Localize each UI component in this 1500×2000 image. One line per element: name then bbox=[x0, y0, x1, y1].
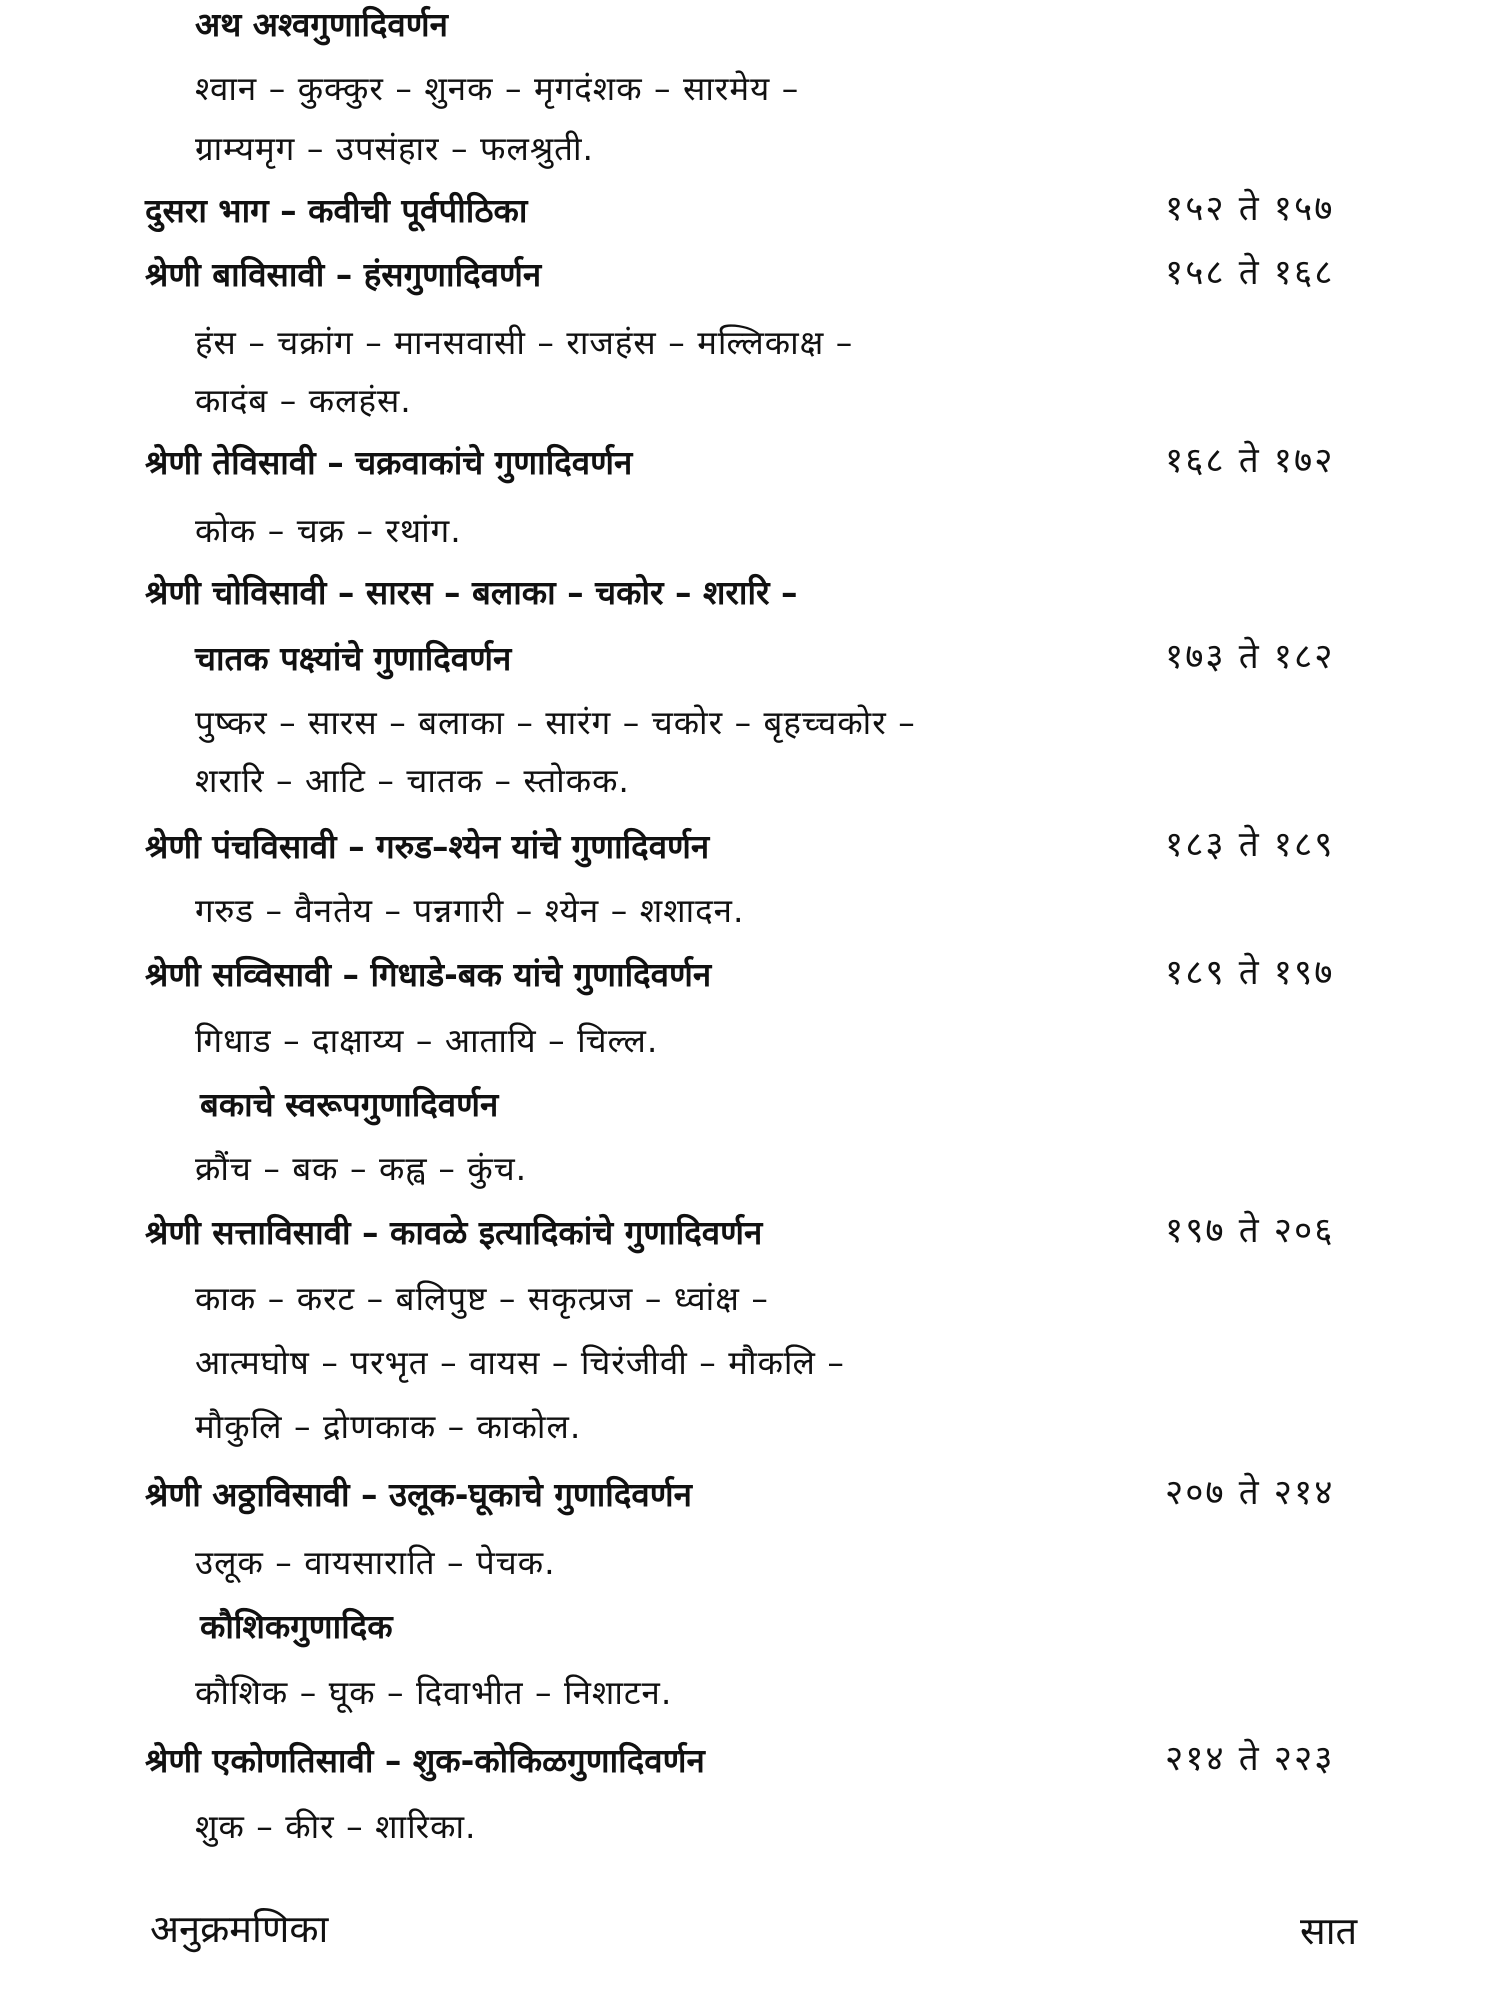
body-line: शरारि – आटि – चातक – स्तोकक. bbox=[195, 761, 630, 800]
section-subheading: बकाचे स्वरूपगुणादिवर्णन bbox=[200, 1085, 499, 1124]
body-line: गरुड – वैनतेय – पन्नगारी – श्येन – शशादन. bbox=[195, 891, 745, 930]
body-line: कादंब – कलहंस. bbox=[195, 381, 412, 420]
entry-heading: श्रेणी सत्ताविसावी – कावळे इत्यादिकांचे गुणादिवर्णन bbox=[145, 1213, 763, 1252]
footer-title: अनुक्रमणिका bbox=[150, 1907, 329, 1951]
page-range: १७३ ते १८२ bbox=[1165, 637, 1335, 677]
page-range: १६८ ते १७२ bbox=[1165, 441, 1335, 481]
page-range: १८३ ते १८९ bbox=[1165, 825, 1335, 865]
entry-heading-continuation: चातक पक्ष्यांचे गुणादिवर्णन bbox=[195, 639, 512, 678]
body-line: ग्राम्यमृग – उपसंहार – फलश्रुती. bbox=[195, 129, 595, 168]
body-line: गिधाड – दाक्षाय्य – आतायि – चिल्ल. bbox=[195, 1021, 659, 1060]
section-subheading: अथ अश्वगुणादिवर्णन bbox=[195, 5, 448, 44]
body-line: काक – करट – बलिपुष्ट – सकृत्प्रज – ध्वांक्ष – bbox=[195, 1279, 769, 1318]
body-line: कौशिक – घूक – दिवाभीत – निशाटन. bbox=[195, 1673, 673, 1712]
page-number: सात bbox=[1300, 1909, 1358, 1953]
entry-heading: श्रेणी तेविसावी – चक्रवाकांचे गुणादिवर्णन bbox=[145, 443, 633, 482]
entry-heading: श्रेणी चोविसावी – सारस – बलाका – चकोर – शरारि – bbox=[145, 573, 798, 612]
body-line: उलूक – वायसाराति – पेचक. bbox=[195, 1543, 556, 1582]
entry-heading: दुसरा भाग – कवीची पूर्वपीठिका bbox=[145, 191, 528, 230]
entry-heading: श्रेणी एकोणतिसावी – शुक-कोकिळगुणादिवर्णन bbox=[145, 1741, 705, 1780]
body-line: शुक – कीर – शारिका. bbox=[195, 1807, 477, 1846]
page-range: १५८ ते १६८ bbox=[1165, 253, 1335, 293]
body-line: पुष्कर – सारस – बलाका – सारंग – चकोर – बृहच्चकोर – bbox=[195, 703, 916, 742]
page-range: १९७ ते २०६ bbox=[1165, 1211, 1335, 1251]
page-range: २१४ ते २२३ bbox=[1165, 1739, 1335, 1779]
section-subheading: कौशिकगुणादिक bbox=[200, 1607, 393, 1646]
entry-heading: श्रेणी अठ्ठाविसावी – उलूक-घूकाचे गुणादिवर्णन bbox=[145, 1475, 692, 1514]
body-line: क्रौंच – बक – कह्व – कुंच. bbox=[195, 1149, 528, 1188]
body-line: श्वान – कुक्कुर – शुनक – मृगदंशक – सारमेय – bbox=[195, 69, 800, 108]
body-line: हंस – चक्रांग – मानसवासी – राजहंस – मल्लिकाक्ष – bbox=[195, 323, 854, 362]
page-range: २०७ ते २१४ bbox=[1165, 1473, 1335, 1513]
page-range: १५२ ते १५७ bbox=[1165, 189, 1335, 229]
page-range: १८९ ते १९७ bbox=[1165, 953, 1335, 993]
entry-heading: श्रेणी सव्विसावी – गिधाडे-बक यांचे गुणादिवर्णन bbox=[145, 955, 712, 994]
entry-heading: श्रेणी बाविसावी – हंसगुणादिवर्णन bbox=[145, 255, 542, 294]
body-line: आत्मघोष – परभृत – वायस – चिरंजीवी – मौकलि – bbox=[195, 1343, 845, 1382]
entry-heading: श्रेणी पंचविसावी – गरुड–श्येन यांचे गुणादिवर्णन bbox=[145, 827, 710, 866]
body-line: मौकुलि – द्रोणकाक – काकोल. bbox=[195, 1407, 582, 1446]
body-line: कोक – चक्र – रथांग. bbox=[195, 511, 462, 550]
